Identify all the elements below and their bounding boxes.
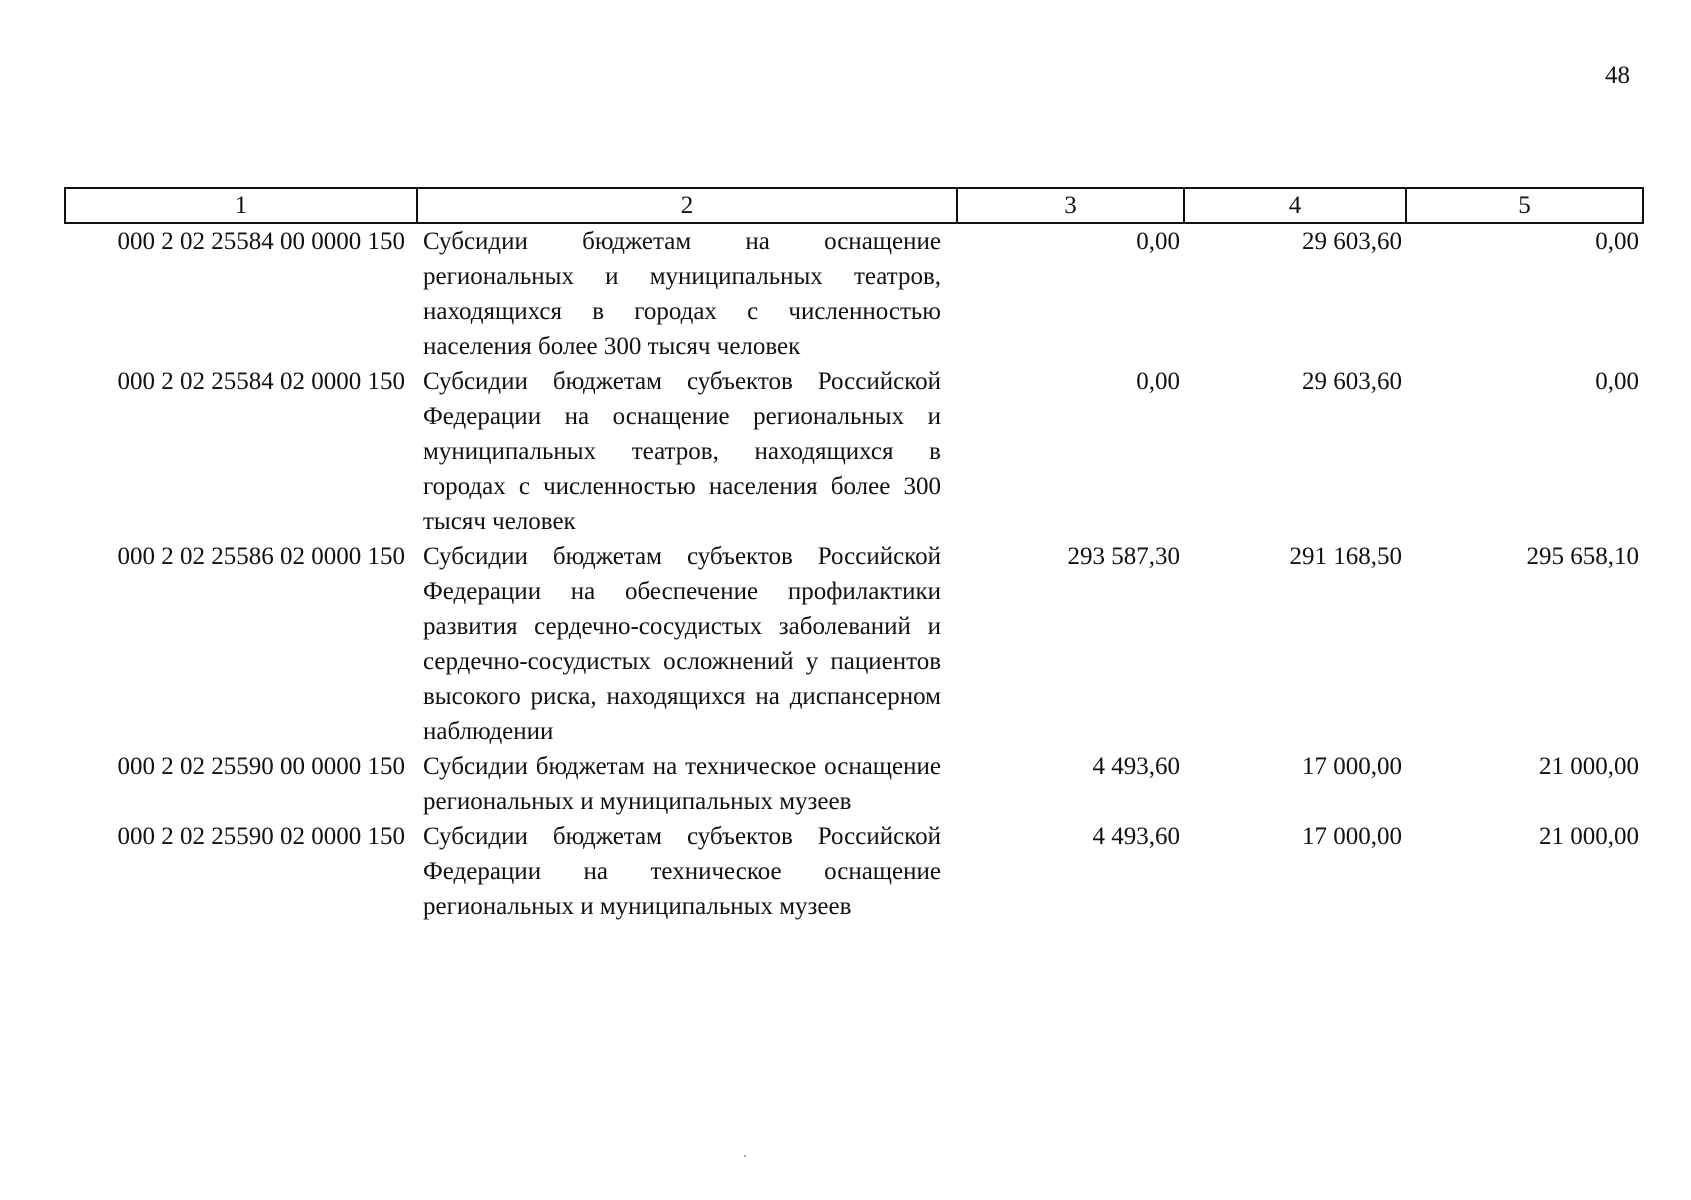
row-code: 000 2 02 25584 00 0000 150: [117, 228, 405, 255]
table-row: [65, 223, 1643, 364]
row-code: 000 2 02 25590 00 0000 150: [117, 753, 405, 780]
header-col-4: 4: [1184, 188, 1406, 223]
row-description: Субсидии бюджетам субъектов Российской Федерации на обеспечение профилактики развития сердечно-сосудистых заболеваний и сердечно-сосудистых осложнений у пациентов высокого риска, находящихся на диспансерном наблюдении: [423, 543, 941, 745]
row-value-col4: 17 000,00: [1302, 823, 1402, 850]
scan-artifact-dot: [744, 1155, 746, 1157]
table-row: [65, 364, 1643, 539]
row-value-col5: 295 658,10: [1526, 543, 1639, 570]
header-row: [65, 188, 1643, 223]
row-value-col4: 29 603,60: [1302, 228, 1402, 255]
header-col-1: 1: [65, 188, 417, 223]
row-value-col3: 4 493,60: [1092, 823, 1180, 850]
row-value-col4: 29 603,60: [1302, 368, 1402, 395]
row-code: 000 2 02 25590 02 0000 150: [117, 823, 405, 850]
header-col-3: 3: [957, 188, 1184, 223]
row-value-col5: 0,00: [1595, 368, 1639, 395]
row-value-col3: 0,00: [1136, 228, 1180, 255]
header-col-5: 5: [1406, 188, 1643, 223]
row-value-col5: 21 000,00: [1539, 753, 1639, 780]
page-number: 48: [1605, 62, 1630, 89]
row-value-col5: 0,00: [1595, 228, 1639, 255]
row-description: Субсидии бюджетам на оснащение региональных и муниципальных театров, находящихся в городах с численностью населения более 300 тысяч человек: [423, 228, 941, 360]
row-value-col4: 17 000,00: [1302, 753, 1402, 780]
row-value-col3: 4 493,60: [1092, 753, 1180, 780]
table-body: [65, 223, 1643, 924]
row-value-col5: 21 000,00: [1539, 823, 1639, 850]
row-code: 000 2 02 25584 02 0000 150: [117, 368, 405, 395]
table-row: [65, 749, 1643, 819]
row-value-col3: 0,00: [1136, 368, 1180, 395]
row-description: Субсидии бюджетам на техническое оснащение региональных и муниципальных музеев: [423, 753, 941, 815]
row-value-col4: 291 168,50: [1289, 543, 1402, 570]
row-description: Субсидии бюджетам субъектов Российской Федерации на оснащение региональных и муниципальных театров, находящихся в городах с численностью населения более 300 тысяч человек: [423, 368, 941, 535]
table-header: [65, 188, 1643, 223]
row-value-col3: 293 587,30: [1067, 543, 1180, 570]
row-description: Субсидии бюджетам субъектов Российской Федерации на техническое оснащение региональных и муниципальных музеев: [423, 823, 941, 920]
budget-table: [64, 187, 1644, 924]
row-code: 000 2 02 25586 02 0000 150: [117, 543, 405, 570]
table-row: [65, 539, 1643, 749]
header-col-2: 2: [417, 188, 957, 223]
table-row: [65, 819, 1643, 924]
